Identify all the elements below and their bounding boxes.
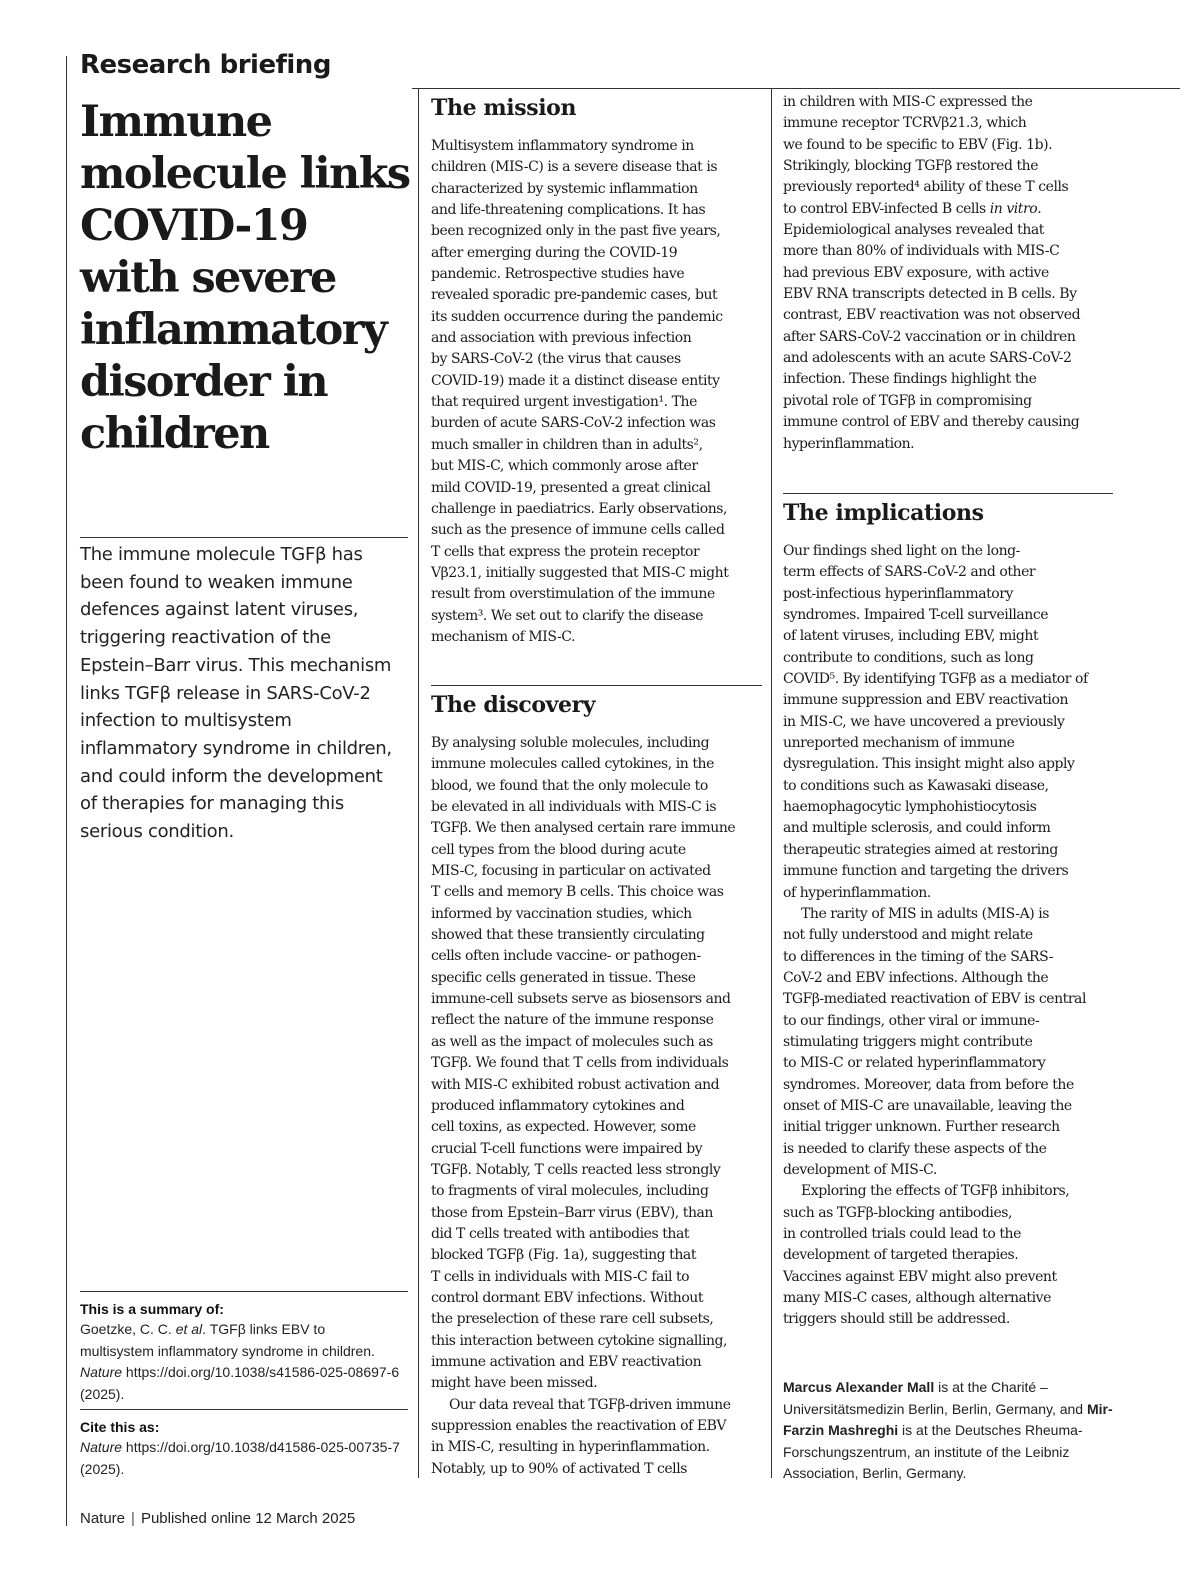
- text-line: immune molecules called cytokines, in the: [431, 756, 714, 773]
- text-line: characterized by systemic inflammation: [431, 180, 698, 197]
- author-2-affiliation: is at the Deutsches Rheuma-Forschungszentrum, an institute of the Leibniz Association, Berlin, Germany.: [783, 1422, 1083, 1481]
- text-line: blocked TGFβ (Fig. 1a), suggesting that: [431, 1247, 696, 1264]
- heading-discovery: The discovery: [431, 692, 596, 718]
- standfirst: The immune molecule TGFβ has been found to weaken immune defences against latent viruses, triggering reactivation of the Epstein–Barr virus. This mechanism links TGFβ release in SARS-CoV-2 infection to multisystem inflammatory syndrome in children, and could inform the development of therapies for managing this serious condition.: [80, 544, 392, 843]
- text-line: immune function and targeting the drivers: [783, 863, 1069, 880]
- heading-mission: The mission: [431, 95, 577, 121]
- text-line: system³. We set out to clarify the disease: [431, 607, 704, 624]
- text-line: to fragments of viral molecules, including: [431, 1183, 709, 1200]
- page-footer: [80, 1510, 355, 1527]
- text-line: TGFβ. We found that T cells from individuals: [431, 1055, 729, 1072]
- text-line: might have been missed.: [431, 1375, 598, 1392]
- text-line: EBV RNA transcripts detected in B cells. By: [783, 286, 1077, 303]
- summary-authors: Goetzke, C. C.: [80, 1321, 176, 1337]
- text-line: Exploring the effects of TGFβ inhibitors,: [801, 1183, 1070, 1200]
- text-line: such as TGFβ-blocking antibodies,: [783, 1204, 1013, 1221]
- text-line: been recognized only in the past five years,: [431, 223, 721, 240]
- text-line: contribute to conditions, such as long: [783, 649, 1034, 666]
- text-line: development of MIS-C.: [783, 1161, 937, 1178]
- author-1-affiliation: is at the Charité – Universitätsmedizin Berlin, Berlin, Germany, and: [783, 1379, 1087, 1417]
- summary-doi: https://doi.org/10.1038/s41586-025-08697-6 (2025).: [80, 1364, 400, 1402]
- text-line: had previous EBV exposure, with active: [783, 264, 1049, 281]
- text-line: to differences in the timing of the SARS-: [783, 948, 1054, 965]
- text-line: informed by vaccination studies, which: [431, 905, 692, 922]
- text-line: Strikingly, blocking TGFβ restored the: [783, 158, 1039, 175]
- text-line: syndromes. Moreover, data from before the: [783, 1076, 1074, 1093]
- text-line: immune control of EBV and thereby causing: [783, 414, 1080, 431]
- text-line: that required urgent investigation¹. The: [431, 394, 697, 411]
- text-line: is needed to clarify these aspects of the: [783, 1140, 1047, 1157]
- text-line: the preselection of these rare cell subsets,: [431, 1311, 714, 1328]
- text-line: contrast, EBV reactivation was not observed: [783, 307, 1081, 324]
- text-line: onset of MIS-C are unavailable, leaving the: [783, 1097, 1072, 1114]
- text-line: those from Epstein–Barr virus (EBV), than: [431, 1204, 713, 1221]
- section-kicker: Research briefing: [80, 50, 331, 80]
- text-line: T cells that express the protein receptor: [431, 543, 700, 560]
- mission-body: [431, 136, 766, 648]
- summary-block: [80, 1299, 400, 1405]
- text-line: reflect the nature of the immune response: [431, 1012, 714, 1029]
- text-line: MIS-C, focusing in particular on activated: [431, 863, 711, 880]
- text-line: cells often include vaccine- or pathogen-: [431, 948, 701, 965]
- text-line: with MIS-C exhibited robust activation and: [431, 1076, 720, 1093]
- text-line: such as the presence of immune cells called: [431, 522, 725, 539]
- text-line: in MIS-C, resulting in hyperinflammation.: [431, 1439, 710, 1456]
- text-line: of latent viruses, including EBV, might: [783, 628, 1039, 645]
- text-line: and life-threatening complications. It has: [431, 202, 706, 219]
- text-line: suppression enables the reactivation of EBV: [431, 1418, 727, 1434]
- text-line: immune receptor TCRVβ21.3, which: [783, 115, 1027, 132]
- summary-rule: [80, 1291, 408, 1292]
- text-line: immune-cell subsets serve as biosensors and: [431, 991, 731, 1008]
- text-line: by SARS-CoV-2 (the virus that causes: [431, 351, 681, 368]
- text-line: we found to be specific to EBV (Fig. 1b).: [783, 136, 1053, 153]
- column-rule-1: [418, 88, 419, 1478]
- text-line: its sudden occurrence during the pandemic: [431, 308, 723, 325]
- text-line: Vβ23.1, initially suggested that MIS-C might: [431, 564, 729, 581]
- text-line: cell toxins, as expected. However, some: [431, 1119, 696, 1136]
- text-line: more than 80% of individuals with MIS-C: [783, 243, 1060, 260]
- heading-implications: The implications: [783, 500, 984, 526]
- text-line: but MIS-C, which commonly arose after: [431, 458, 698, 475]
- text-line: to conditions such as Kawasaki disease,: [783, 777, 1049, 794]
- cite-rule: [80, 1409, 408, 1410]
- summary-journal: Nature: [80, 1364, 123, 1381]
- text-line: By analysing soluble molecules, including: [431, 735, 710, 751]
- text-line: blood, we found that the only molecule to: [431, 777, 708, 794]
- text-line: stimulating triggers might contribute: [783, 1033, 1033, 1050]
- text-line: The rarity of MIS in adults (MIS-A) is: [801, 905, 1050, 922]
- text-line: T cells in individuals with MIS-C fail to: [431, 1268, 690, 1285]
- text-line: CoV-2 and EBV infections. Although the: [783, 969, 1049, 986]
- text-line: be elevated in all individuals with MIS-C is: [431, 799, 717, 816]
- text-line: hyperinflammation.: [783, 435, 915, 452]
- text-line: in MIS-C, we have uncovered a previously: [783, 713, 1065, 730]
- cite-citation: [80, 1437, 400, 1480]
- text-line: haemophagocytic lymphohistiocytosis: [783, 799, 1037, 816]
- text-line: many MIS-C cases, although alternative: [783, 1290, 1051, 1307]
- column-rule-2: [771, 88, 772, 1478]
- text-line: mild COVID-19, presented a great clinical: [431, 479, 711, 496]
- cite-label: Cite this as:: [80, 1419, 160, 1435]
- text-line: Our data reveal that TGFβ-driven immune: [449, 1396, 731, 1413]
- text-line: mechanism of MIS-C.: [431, 628, 576, 645]
- text-line: as well as the impact of molecules such as: [431, 1033, 713, 1050]
- text-line: in children with MIS-C expressed the: [783, 94, 1033, 110]
- footer-published: Published online 12 March 2025: [140, 1510, 356, 1527]
- footer-journal: Nature: [80, 1510, 126, 1527]
- text-line: immune suppression and EBV reactivation: [783, 692, 1069, 709]
- text-line: cell types from the blood during acute: [431, 841, 686, 858]
- text-line: TGFβ. We then analysed certain rare immune: [431, 820, 736, 837]
- text-line: Our findings shed light on the long-: [783, 543, 1020, 559]
- text-line: Multisystem inflammatory syndrome in: [431, 138, 694, 154]
- summary-citation: [80, 1319, 400, 1405]
- text-line: pivotal role of TGFβ in compromising: [783, 392, 1032, 409]
- text-line: of hyperinflammation.: [783, 884, 931, 901]
- implications-body: [783, 541, 1118, 1331]
- text-line: term effects of SARS-CoV-2 and other: [783, 564, 1036, 581]
- text-line: and multiple sclerosis, and could inform: [783, 820, 1051, 837]
- text-line: TGFβ-mediated reactivation of EBV is central: [783, 991, 1086, 1008]
- left-margin-rule: [66, 56, 67, 1526]
- text-line: syndromes. Impaired T-cell surveillance: [783, 607, 1049, 624]
- text-line: and association with previous infection: [431, 330, 692, 347]
- text-line: specific cells generated in tissue. These: [431, 969, 696, 986]
- text-line: showed that these transiently circulating: [431, 927, 705, 944]
- text-line: to control EBV-infected B cells in vitro.: [783, 200, 1042, 217]
- text-line: Notably, up to 90% of activated T cells: [431, 1460, 687, 1477]
- text-line: revealed sporadic pre-pandemic cases, but: [431, 287, 718, 304]
- summary-label: This is a summary of:: [80, 1301, 224, 1317]
- text-line: control dormant EBV infections. Without: [431, 1289, 704, 1306]
- text-line: produced inflammatory cytokines and: [431, 1097, 685, 1114]
- text-line: result from overstimulation of the immune: [431, 586, 715, 603]
- text-line: after SARS-CoV-2 vaccination or in children: [783, 328, 1076, 345]
- author-2: Mir-Farzin Mashreghi: [783, 1400, 1113, 1438]
- text-line: Vaccines against EBV might also prevent: [783, 1268, 1057, 1285]
- discovery-body: [431, 733, 766, 1480]
- text-line: T cells and memory B cells. This choice was: [431, 884, 724, 901]
- text-line: previously reported⁴ ability of these T cells: [783, 179, 1069, 196]
- text-line: to our findings, other viral or immune-: [783, 1012, 1040, 1029]
- text-line: COVID-19) made it a distinct disease entity: [431, 372, 720, 389]
- text-line: challenge in paediatrics. Early observations,: [431, 500, 728, 517]
- text-line: in controlled trials could lead to the: [783, 1226, 1021, 1242]
- text-line: post-infectious hyperinflammatory: [783, 585, 1013, 602]
- text-line: not fully understood and might relate: [783, 927, 1033, 944]
- text-line: burden of acute SARS-CoV-2 infection was: [431, 415, 716, 432]
- text-line: initial trigger unknown. Further research: [783, 1119, 1060, 1136]
- author-note: [783, 1377, 1113, 1485]
- summary-title: . TGFβ links EBV to multisystem inflammatory syndrome in children.: [80, 1321, 375, 1359]
- text-line: COVID⁵. By identifying TGFβ as a mediator of: [783, 671, 1088, 688]
- header-rule: [412, 88, 1180, 89]
- text-line: development of targeted therapies.: [783, 1247, 1019, 1264]
- footer-separator: |: [131, 1510, 135, 1527]
- cite-block: [80, 1417, 400, 1480]
- text-line: dysregulation. This insight might also apply: [783, 756, 1075, 773]
- cite-journal: Nature: [80, 1439, 123, 1455]
- text-line: immune activation and EBV reactivation: [431, 1353, 702, 1370]
- text-line: unreported mechanism of immune: [783, 735, 1015, 752]
- text-line: much smaller in children than in adults²,: [431, 436, 703, 453]
- discovery-rule: [431, 685, 762, 686]
- text-line: to MIS-C or related hyperinflammatory: [783, 1055, 1046, 1072]
- text-line: Epidemiological analyses revealed that: [783, 222, 1044, 239]
- standfirst-rule: [80, 537, 408, 538]
- text-line: this interaction between cytokine signalling,: [431, 1332, 728, 1349]
- text-line: and adolescents with an acute SARS-CoV-2: [783, 350, 1072, 367]
- cite-doi: https://doi.org/10.1038/d41586-025-00735-7 (2025).: [80, 1439, 400, 1477]
- text-line: triggers should still be addressed.: [783, 1311, 1010, 1328]
- text-line: did T cells treated with antibodies that: [431, 1225, 690, 1242]
- text-line: infection. These findings highlight the: [783, 371, 1037, 388]
- text-line: crucial T-cell functions were impaired by: [431, 1140, 703, 1157]
- text-line: after emerging during the COVID-19: [431, 244, 678, 261]
- implications-rule: [783, 493, 1113, 494]
- text-line: pandemic. Retrospective studies have: [431, 266, 685, 283]
- article-title: Immune molecule links COVID-19 with severe inflammatory disorder in children: [80, 97, 410, 459]
- text-line: therapeutic strategies aimed at restoring: [783, 841, 1058, 858]
- discovery-body-continued: [783, 92, 1118, 455]
- summary-etal: et al: [175, 1321, 203, 1337]
- text-line: children (MIS-C) is a severe disease that is: [431, 159, 718, 176]
- author-1: Marcus Alexander Mall: [783, 1379, 935, 1395]
- text-line: TGFβ. Notably, T cells reacted less strongly: [431, 1161, 721, 1178]
